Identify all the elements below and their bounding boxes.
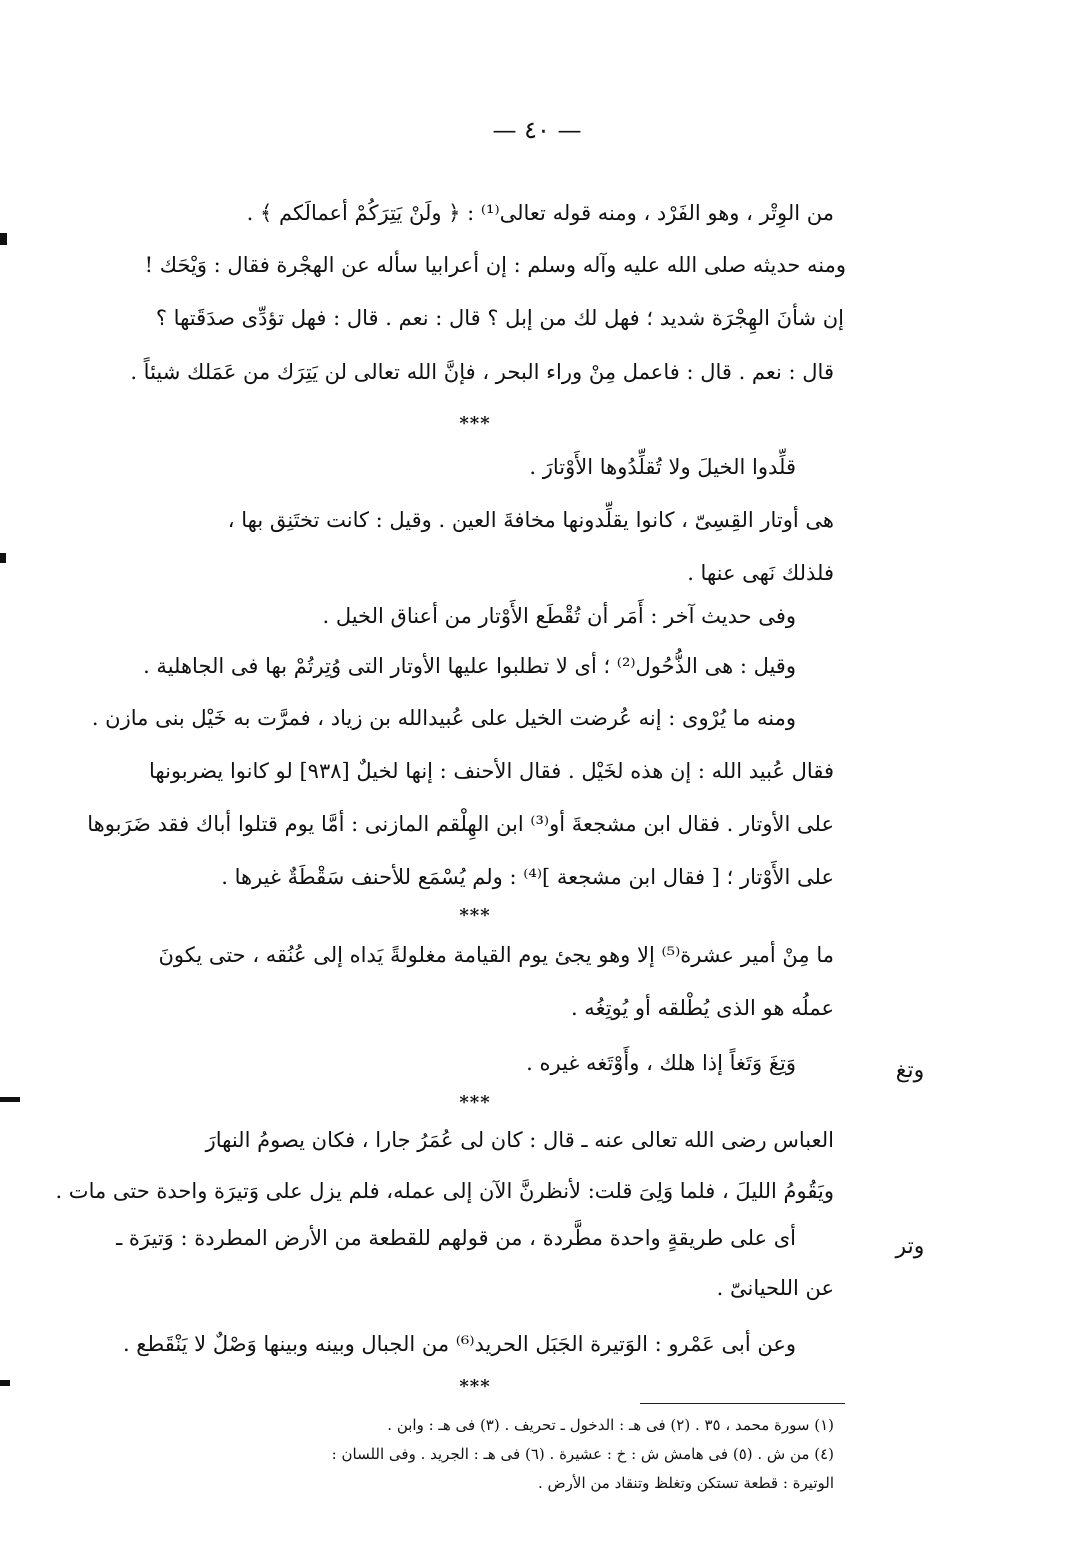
footnote-line: الوتيرة : قطعة تستكن وتغلظ وتنقاد من الأرض . bbox=[537, 1474, 834, 1492]
text-line: ويَقُومُ الليلَ ، فلما وَلِىَ قلت: لأنظرنَّ الآن إلى عمله، فلم يزل على وَتيرَة واحدة حتى مات . bbox=[55, 1179, 834, 1203]
text-line: وقيل : هى الذُّحُول⁽²⁾ ؛ أى لا تطلبوا عليها الأوتار التى وُتِرتُمْ بها فى الجاهلية . bbox=[143, 654, 796, 678]
footnote-line: (٤) من ش . (٥) فى هامش ش : خ : عشيرة . (٦) فى هـ : الجريد . وفى اللسان : bbox=[331, 1445, 834, 1463]
margin-keyword: وتغ bbox=[895, 1058, 925, 1083]
page-number: — ٤٠ — bbox=[492, 116, 582, 144]
scan-edge-mark bbox=[0, 1380, 10, 1386]
text-line: من الوِتْر ، وهو الفَرْد ، ومنه قوله تعالى⁽¹⁾ : ﴿ ولَنْ يَتِرَكُمْ أعمالَكم ﴾ . bbox=[246, 201, 834, 225]
text-line: عن اللحيانىّ . bbox=[716, 1276, 834, 1300]
footnote-rule bbox=[640, 1403, 845, 1404]
text-line: وعن أبى عَمْرو : الوَتيرة الجَبَل الحريد⁽⁶⁾ من الجبال وبينه وبينها وَصْلٌ لا يَنْقَطع . bbox=[122, 1332, 796, 1356]
text-line: وفى حديث آخر : أَمَر أن تُقْطَع الأَوْتار من أعناق الخيل . bbox=[322, 604, 796, 628]
text-line: عملُه هو الذى يُطْلقه أو يُوتِغُه . bbox=[570, 996, 834, 1020]
text-line: العباس رضى الله تعالى عنه ـ قال : كان لى عُمَرُ جارا ، فكان يصومُ النهارَ bbox=[205, 1128, 834, 1152]
text-line: ما مِنْ أمير عشرة⁽⁵⁾ إلا وهو يجئ يوم القيامة مغلولةً يَداه إلى عُنُقه ، حتى يكونَ bbox=[158, 943, 834, 967]
text-line: ومنه ما يُرْوى : إنه عُرضت الخيل على عُبيدالله بن زياد ، فمرَّت به خَيْل بنى مازن . bbox=[91, 706, 796, 730]
text-line: قلِّدوا الخيلَ ولا تُقلِّدُوها الأَوْتارَ . bbox=[529, 455, 796, 479]
footnote-line: (١) سورة محمد ، ٣٥ . (٢) فى هـ : الدخول ـ تحريف . (٣) فى هـ : وابن . bbox=[387, 1416, 834, 1434]
text-line: قال : نعم . قال : فاعمل مِنْ وراء البحر ، فإنَّ الله تعالى لن يَتِرَك من عَمَلك شيئاً . bbox=[130, 360, 834, 384]
text-line: ومنه حديثه صلى الله عليه وآله وسلم : إن أعرابيا سأله عن الهجْرة فقال : وَيْحَك ! bbox=[144, 253, 846, 277]
scan-edge-mark bbox=[0, 233, 7, 245]
text-line: هى أوتار القِسِىّ ، كانوا يقلِّدونها مخافةَ العين . وقيل : كانت تختَنِق بها ، bbox=[227, 508, 834, 532]
section-separator: *** bbox=[459, 905, 491, 926]
text-line: أى على طريقةٍ واحدة مطَّردة ، من قولهم للقطعة من الأرض المطردة : وَتيرَة ـ bbox=[116, 1226, 796, 1250]
section-separator: *** bbox=[459, 1092, 491, 1113]
text-line: فقال عُبيد الله : إن هذه لخَيْل . فقال الأحنف : إنها لخيلٌ [٩٣٨] لو كانوا يضربونها bbox=[149, 759, 834, 783]
section-separator: *** bbox=[459, 413, 491, 434]
text-line: على الأوتار . فقال ابن مشجعةَ أو⁽³⁾ ابن الهِلْقم المازنى : أمَّا يوم قتلوا أباك فقد ضَرَبوها bbox=[87, 812, 834, 836]
scan-edge-mark bbox=[0, 1097, 20, 1102]
section-separator: *** bbox=[459, 1376, 491, 1397]
margin-keyword: وتر bbox=[895, 1234, 925, 1259]
text-line: إن شأنَ الهِجْرَة شديد ؛ فهل لك من إبل ؟ قال : نعم . قال : فهل تؤدِّى صدَقَتها ؟ bbox=[155, 306, 844, 330]
text-line: وَتِغَ وَتَغاً إذا هلك ، وأَوْتَغه غيره . bbox=[526, 1051, 796, 1075]
text-line: على الأَوْتار ؛ [ فقال ابن مشجعة ]⁽⁴⁾ : ولم يُسْمَع للأحنف سَقْطَةٌ غيرها . bbox=[221, 865, 834, 889]
text-line: فلذلك نَهى عنها . bbox=[687, 561, 834, 585]
scan-edge-mark bbox=[0, 553, 6, 563]
